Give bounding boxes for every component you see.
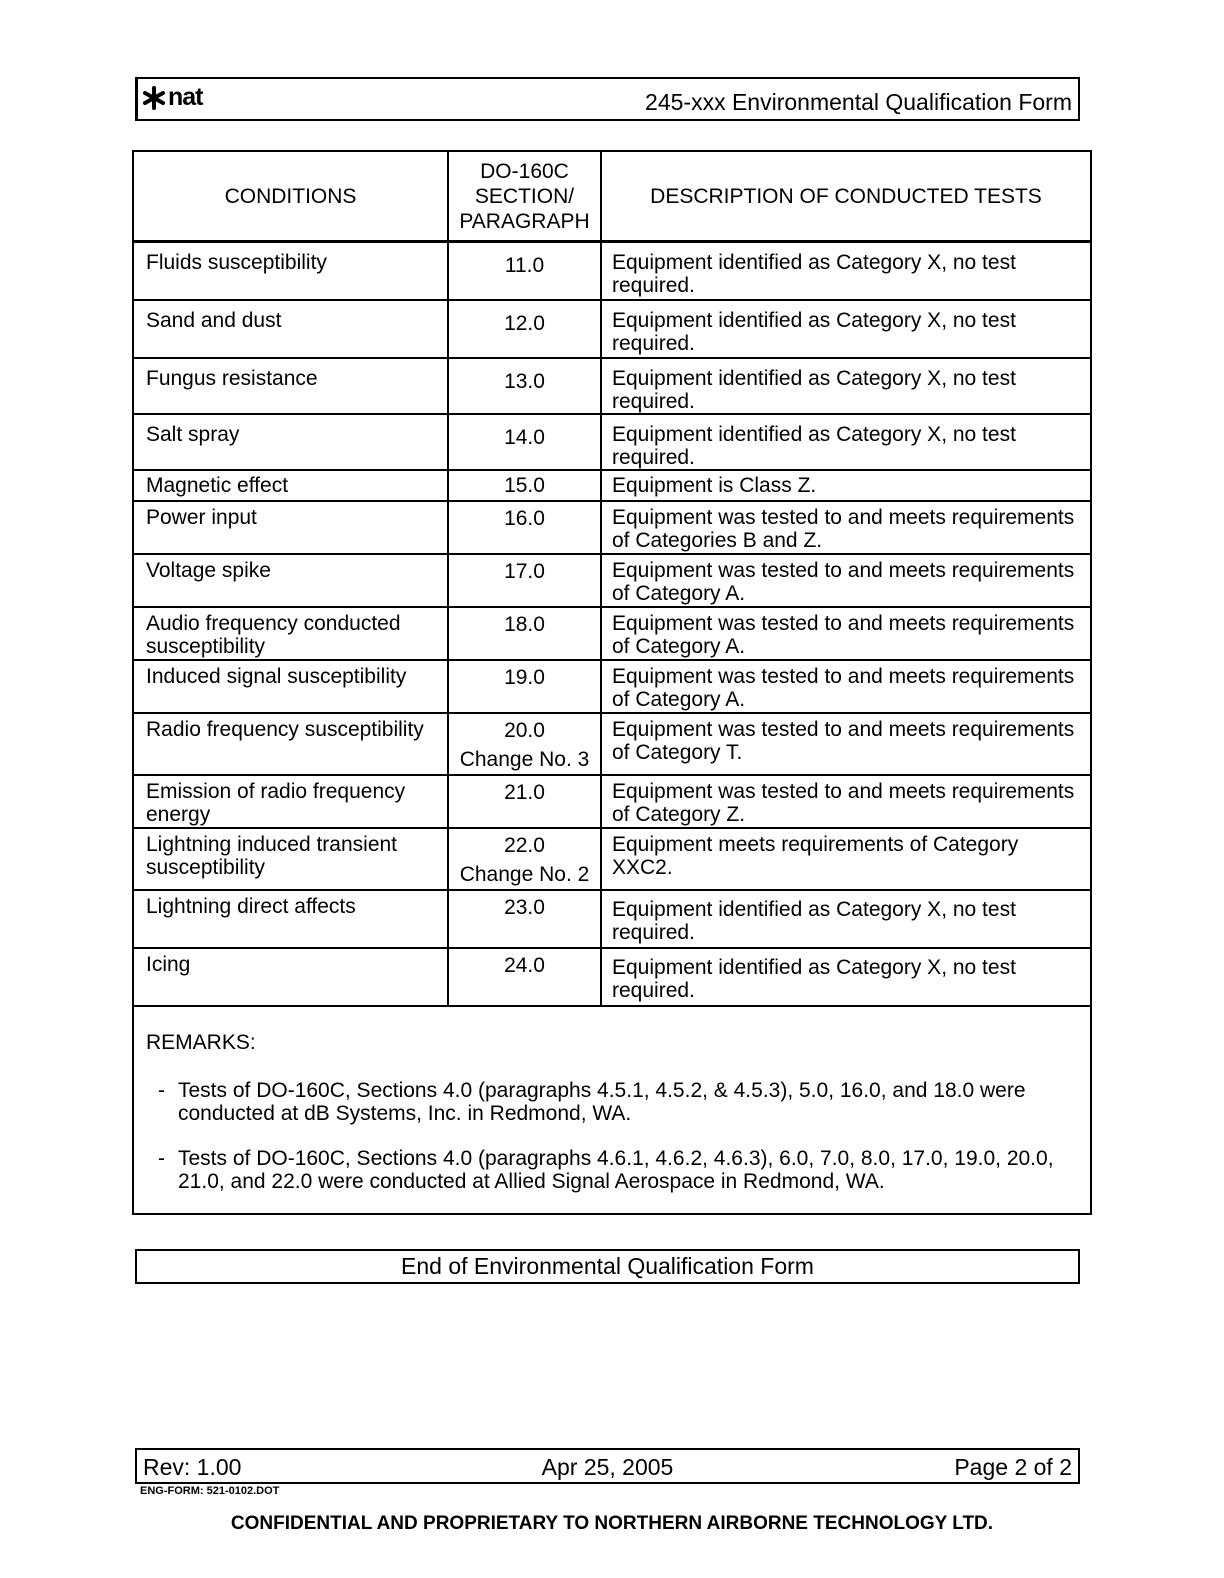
description-cell: Equipment was tested to and meets requirements of Category T.: [601, 713, 1091, 775]
revision-label: Rev: 1.00: [143, 1454, 242, 1480]
bullet-dash: -: [158, 1078, 165, 1102]
table-row: [133, 607, 1091, 660]
section-change-note: Change No. 3: [459, 747, 590, 771]
condition-cell: Lightning direct affects: [133, 890, 448, 948]
section-number: 22.0: [504, 833, 545, 857]
remarks-row: [133, 1006, 1091, 1214]
table-row: [133, 828, 1091, 890]
section-number: 23.0: [504, 895, 545, 919]
section-cell: [448, 890, 601, 948]
section-cell: [448, 948, 601, 1006]
condition-cell: Magnetic effect: [133, 470, 448, 501]
confidential-notice: CONFIDENTIAL AND PROPRIETARY TO NORTHERN AIRBORNE TECHNOLOGY LTD.: [230, 1513, 994, 1534]
company-logo: [142, 83, 203, 112]
section-change-note: Change No. 2: [459, 862, 590, 886]
section-number: 21.0: [504, 780, 545, 804]
section-number: 15.0: [504, 473, 545, 497]
table-row: [133, 775, 1091, 828]
section-number: 19.0: [504, 665, 545, 689]
form-title: 245-xxx Environmental Qualification Form: [645, 89, 1072, 115]
condition-cell: Induced signal susceptibility: [133, 660, 448, 713]
section-cell: [448, 300, 601, 358]
condition-cell: Power input: [133, 501, 448, 554]
section-cell: [448, 828, 601, 890]
table-row: [133, 470, 1091, 501]
table-row: [133, 300, 1091, 358]
condition-cell: Sand and dust: [133, 300, 448, 358]
section-number: 24.0: [504, 953, 545, 977]
remark-item: [158, 1147, 1078, 1193]
condition-cell: Radio frequency susceptibility: [133, 713, 448, 775]
header-section-line: PARAGRAPH: [459, 209, 590, 233]
section-cell: [448, 501, 601, 554]
header-section-line: SECTION/: [474, 184, 575, 208]
eng-form-code: ENG-FORM: 521-0102.DOT: [140, 1485, 280, 1497]
condition-cell: Voltage spike: [133, 554, 448, 607]
table-row: [133, 358, 1091, 414]
logo-text: nat: [168, 83, 203, 111]
condition-cell: Audio frequency conducted susceptibility: [133, 607, 448, 660]
header-conditions: CONDITIONS: [133, 151, 448, 242]
section-cell: [448, 713, 601, 775]
condition-cell: Fluids susceptibility: [133, 242, 448, 300]
section-number: 16.0: [504, 506, 545, 530]
description-cell: Equipment identified as Category X, no test required.: [601, 890, 1091, 948]
description-cell: Equipment was tested to and meets requirements of Category A.: [601, 554, 1091, 607]
section-cell: [448, 414, 601, 470]
description-cell: Equipment identified as Category X, no test required.: [601, 242, 1091, 300]
remark-text: Tests of DO-160C, Sections 4.0 (paragraphs 4.5.1, 4.5.2, & 4.5.3), 5.0, 16.0, and 18.0 were conducted at dB Systems, Inc. in Redmond, WA.: [178, 1078, 1026, 1125]
description-cell: Equipment identified as Category X, no test required.: [601, 300, 1091, 358]
section-cell: [448, 775, 601, 828]
table-row: [133, 501, 1091, 554]
section-cell: [448, 607, 601, 660]
table-row: [133, 242, 1091, 300]
description-cell: Equipment identified as Category X, no test required.: [601, 414, 1091, 470]
end-of-form-label: End of Environmental Qualification Form: [135, 1249, 1080, 1284]
section-number: 13.0: [504, 369, 545, 393]
section-cell: [448, 660, 601, 713]
table-row: [133, 890, 1091, 948]
page-number: Page 2 of 2: [954, 1454, 1072, 1480]
header-section: [448, 151, 601, 242]
star-logo-icon: [142, 86, 166, 110]
condition-cell: Fungus resistance: [133, 358, 448, 414]
description-cell: Equipment was tested to and meets requirements of Category A.: [601, 607, 1091, 660]
section-number: 11.0: [504, 254, 545, 277]
page-footer: [135, 1448, 1080, 1484]
table-header-row: [133, 151, 1091, 242]
description-cell: Equipment was tested to and meets requirements of Category A.: [601, 660, 1091, 713]
description-cell: Equipment was tested to and meets requirements of Category Z.: [601, 775, 1091, 828]
section-number: 20.0: [504, 718, 545, 742]
remarks-cell: [133, 1006, 1091, 1214]
table-row: [133, 660, 1091, 713]
header-section-line: DO-160C: [480, 159, 569, 183]
remarks-title: REMARKS:: [146, 1030, 256, 1054]
table-row: [133, 554, 1091, 607]
section-cell: [448, 470, 601, 501]
description-cell: Equipment was tested to and meets requirements of Categories B and Z.: [601, 501, 1091, 554]
bullet-dash: -: [158, 1146, 165, 1170]
description-cell: Equipment identified as Category X, no test required.: [601, 358, 1091, 414]
condition-cell: Icing: [133, 948, 448, 1006]
page-header: [135, 77, 1080, 121]
description-cell: Equipment meets requirements of Category XXC2.: [601, 828, 1091, 890]
section-cell: [448, 242, 601, 300]
table-row: [133, 948, 1091, 1006]
section-cell: [448, 554, 601, 607]
remark-item: [158, 1079, 1078, 1125]
condition-cell: Lightning induced transient susceptibility: [133, 828, 448, 890]
conditions-table: [132, 150, 1092, 1215]
table-row: [133, 414, 1091, 470]
section-number: 17.0: [504, 559, 545, 583]
remark-text: Tests of DO-160C, Sections 4.0 (paragraphs 4.6.1, 4.6.2, 4.6.3), 6.0, 7.0, 8.0, 17.0, 19.0, 20.0, 21.0, and 22.0 were conducted at Allied Signal Aerospace in Redmond, WA.: [178, 1146, 1054, 1193]
section-cell: [448, 358, 601, 414]
section-number: 18.0: [504, 612, 545, 636]
condition-cell: Emission of radio frequency energy: [133, 775, 448, 828]
table-row: [133, 713, 1091, 775]
condition-cell: Salt spray: [133, 414, 448, 470]
description-cell: Equipment is Class Z.: [601, 470, 1091, 501]
section-number: 14.0: [504, 425, 545, 449]
section-number: 12.0: [504, 311, 545, 335]
header-description: DESCRIPTION OF CONDUCTED TESTS: [601, 151, 1091, 242]
date-label: Apr 25, 2005: [541, 1454, 674, 1480]
description-cell: Equipment identified as Category X, no test required.: [601, 948, 1091, 1006]
